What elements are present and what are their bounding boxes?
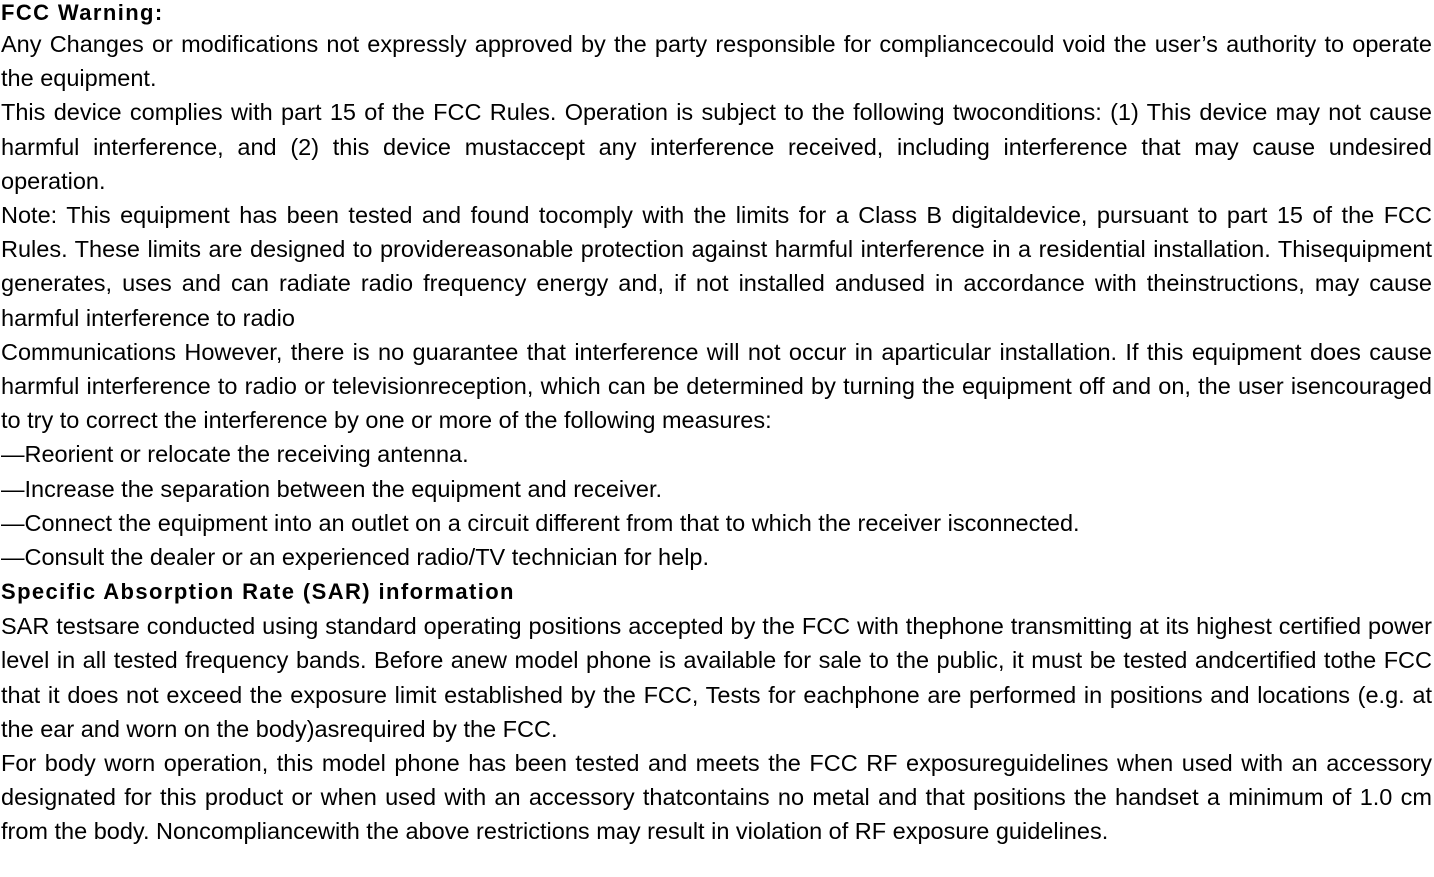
- measure-item: —Consult the dealer or an experienced radio/TV technician for help.: [1, 544, 710, 571]
- measures-list: [1, 437, 1432, 574]
- fcc-note-paragraph: Note: This equipment has been tested and found tocomply with the limits for a Class B digitaldevice, pursuant to part 15 of the FCC Rules. These limits are designed to providereasonable protection against harmful interference in a residential installation. Thisequipment generates, uses and can radiate radio frequency energy and, if not installed andused in accordance with theinstructions, may cause harmful interference to radio: [1, 202, 1432, 331]
- sar-body-worn-paragraph: For body worn operation, this model phone has been tested and meets the FCC RF exposureguidelines when used with an accessory designated for this product or when used with an accessory thatcontains no metal and that positions the handset a minimum of 1.0 cm from the body. Noncompliancewith the above restrictions may result in violation of RF exposure guidelines.: [1, 750, 1432, 845]
- fcc-changes-paragraph: Any Changes or modifications not expressly approved by the party responsible for compliancecould void the user’s authority to operate the equipment.: [1, 31, 1432, 92]
- measure-item: —Connect the equipment into an outlet on a circuit different from that to which the receiver isconnected.: [1, 509, 1080, 536]
- sar-section: [1, 574, 1432, 848]
- measure-item: —Reorient or relocate the receiving antenna.: [1, 441, 469, 468]
- fcc-warning-heading: FCC Warning:: [1, 0, 164, 25]
- sar-heading: Specific Absorption Rate (SAR) information: [1, 579, 515, 605]
- fcc-warning-section: [1, 0, 1432, 574]
- measure-item: —Increase the separation between the equipment and receiver.: [1, 475, 663, 502]
- sar-testing-paragraph: SAR testsare conducted using standard operating positions accepted by the FCC with thephone transmitting at its highest certified power level in all tested frequency bands. Before anew model phone is available for sale to the public, it must be tested andcertified tothe FCC that it does not exceed the exposure limit established by the FCC, Tests for eachphone are performed in positions and locations (e.g. at the ear and worn on the body)asrequired by the FCC.: [1, 613, 1432, 742]
- fcc-part15-paragraph: This device complies with part 15 of the FCC Rules. Operation is subject to the following twoconditions: (1) This device may not cause harmful interference, and (2) this device mustaccept any interference received, including interference that may cause undesired operation.: [1, 99, 1432, 194]
- fcc-communications-paragraph: Communications However, there is no guarantee that interference will not occur in aparticular installation. If this equipment does cause harmful interference to radio or televisionreception, which can be determined by turning the equipment off and on, the user isencouraged to try to correct the interference by one or more of the following measures:: [1, 338, 1432, 434]
